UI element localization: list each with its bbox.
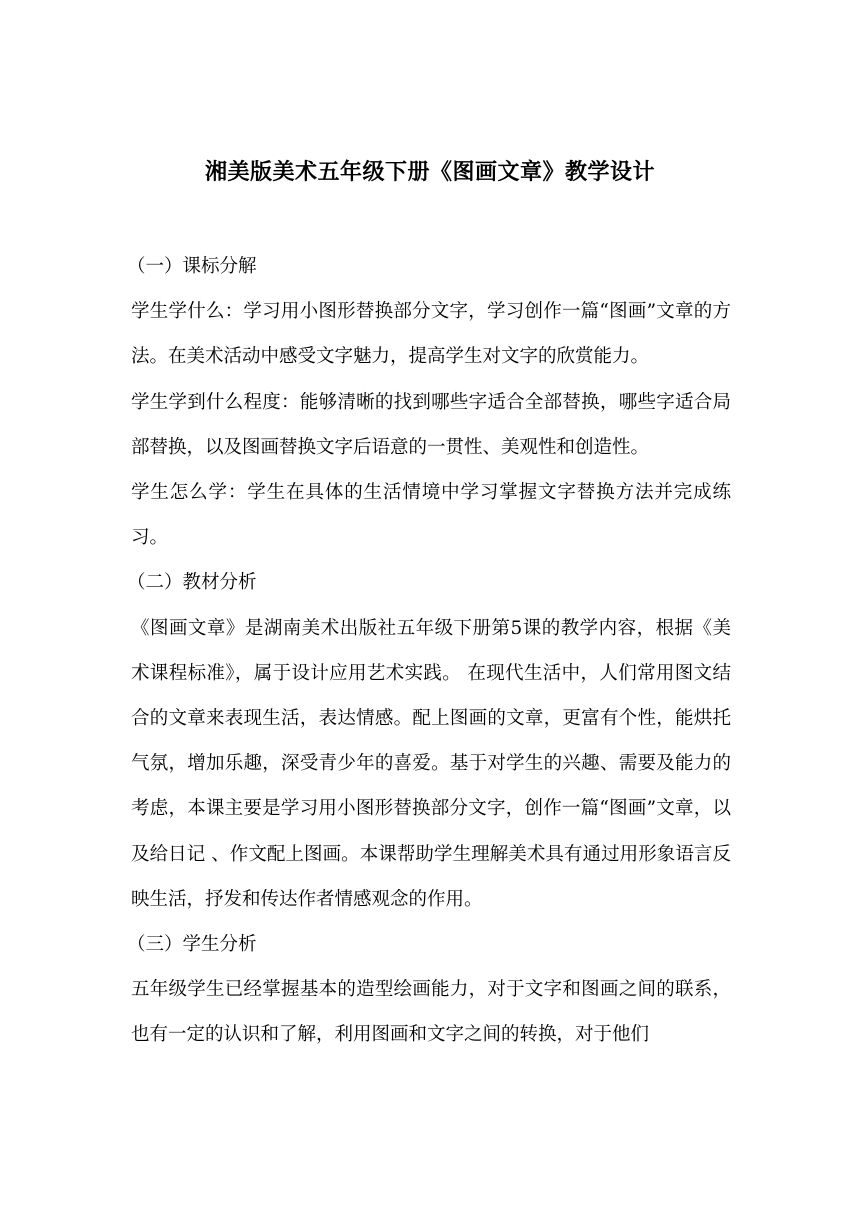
paragraph: 《图画文章》是湖南美术出版社五年级下册第5课的教学内容，根据《美术课程标准》，属于设计应用艺术实践。 在现代生活中，人们常用图文结合的文章来表现生活，表达情感。配上图画的文章，更富有个性，能烘托气氛，增加乐趣，深受青少年的喜爱。基于对学生的兴趣、需要及能力的考虑，本课主要是学习用小图形替换部分文字，创作一篇“图画”文章，以及给日记 、作文配上图画。本课帮助学生理解美术具有通过用形象语言反映生活，抒发和传达作者情感观念的作用。 xyxy=(131,617,731,910)
section-curriculum xyxy=(127,244,731,560)
paragraph: 学生学到什么程度：能够清晰的找到哪些字适合全部替换，哪些字适合局部替换，以及图画替换文字后语意的一贯性、美观性和创造性。 xyxy=(131,391,731,458)
paragraph: 学生学什么：学习用小图形替换部分文字，学习创作一篇“图画”文章的方法。在美术活动中感受文字魅力，提高学生对文字的欣赏能力。 xyxy=(131,301,731,368)
section-heading: （三）学生分析 xyxy=(127,934,257,956)
document-title: 湘美版美术五年级下册《图画文章》教学设计 xyxy=(204,160,655,185)
section-student-analysis xyxy=(127,922,731,1058)
paragraph: 五年级学生已经掌握基本的造型绘画能力，对于文字和图画之间的联系，也有一定的认识和了解，利用图画和文字之间的转换，对于他们 xyxy=(131,979,731,1046)
section-textbook-analysis xyxy=(127,560,731,922)
document-body xyxy=(127,244,731,1058)
paragraph: 学生怎么学：学生在具体的生活情境中学习掌握文字替换方法并完成练习。 xyxy=(131,482,731,549)
section-heading: （一）课标分解 xyxy=(127,256,257,277)
section-heading: （二）教材分析 xyxy=(127,572,257,594)
